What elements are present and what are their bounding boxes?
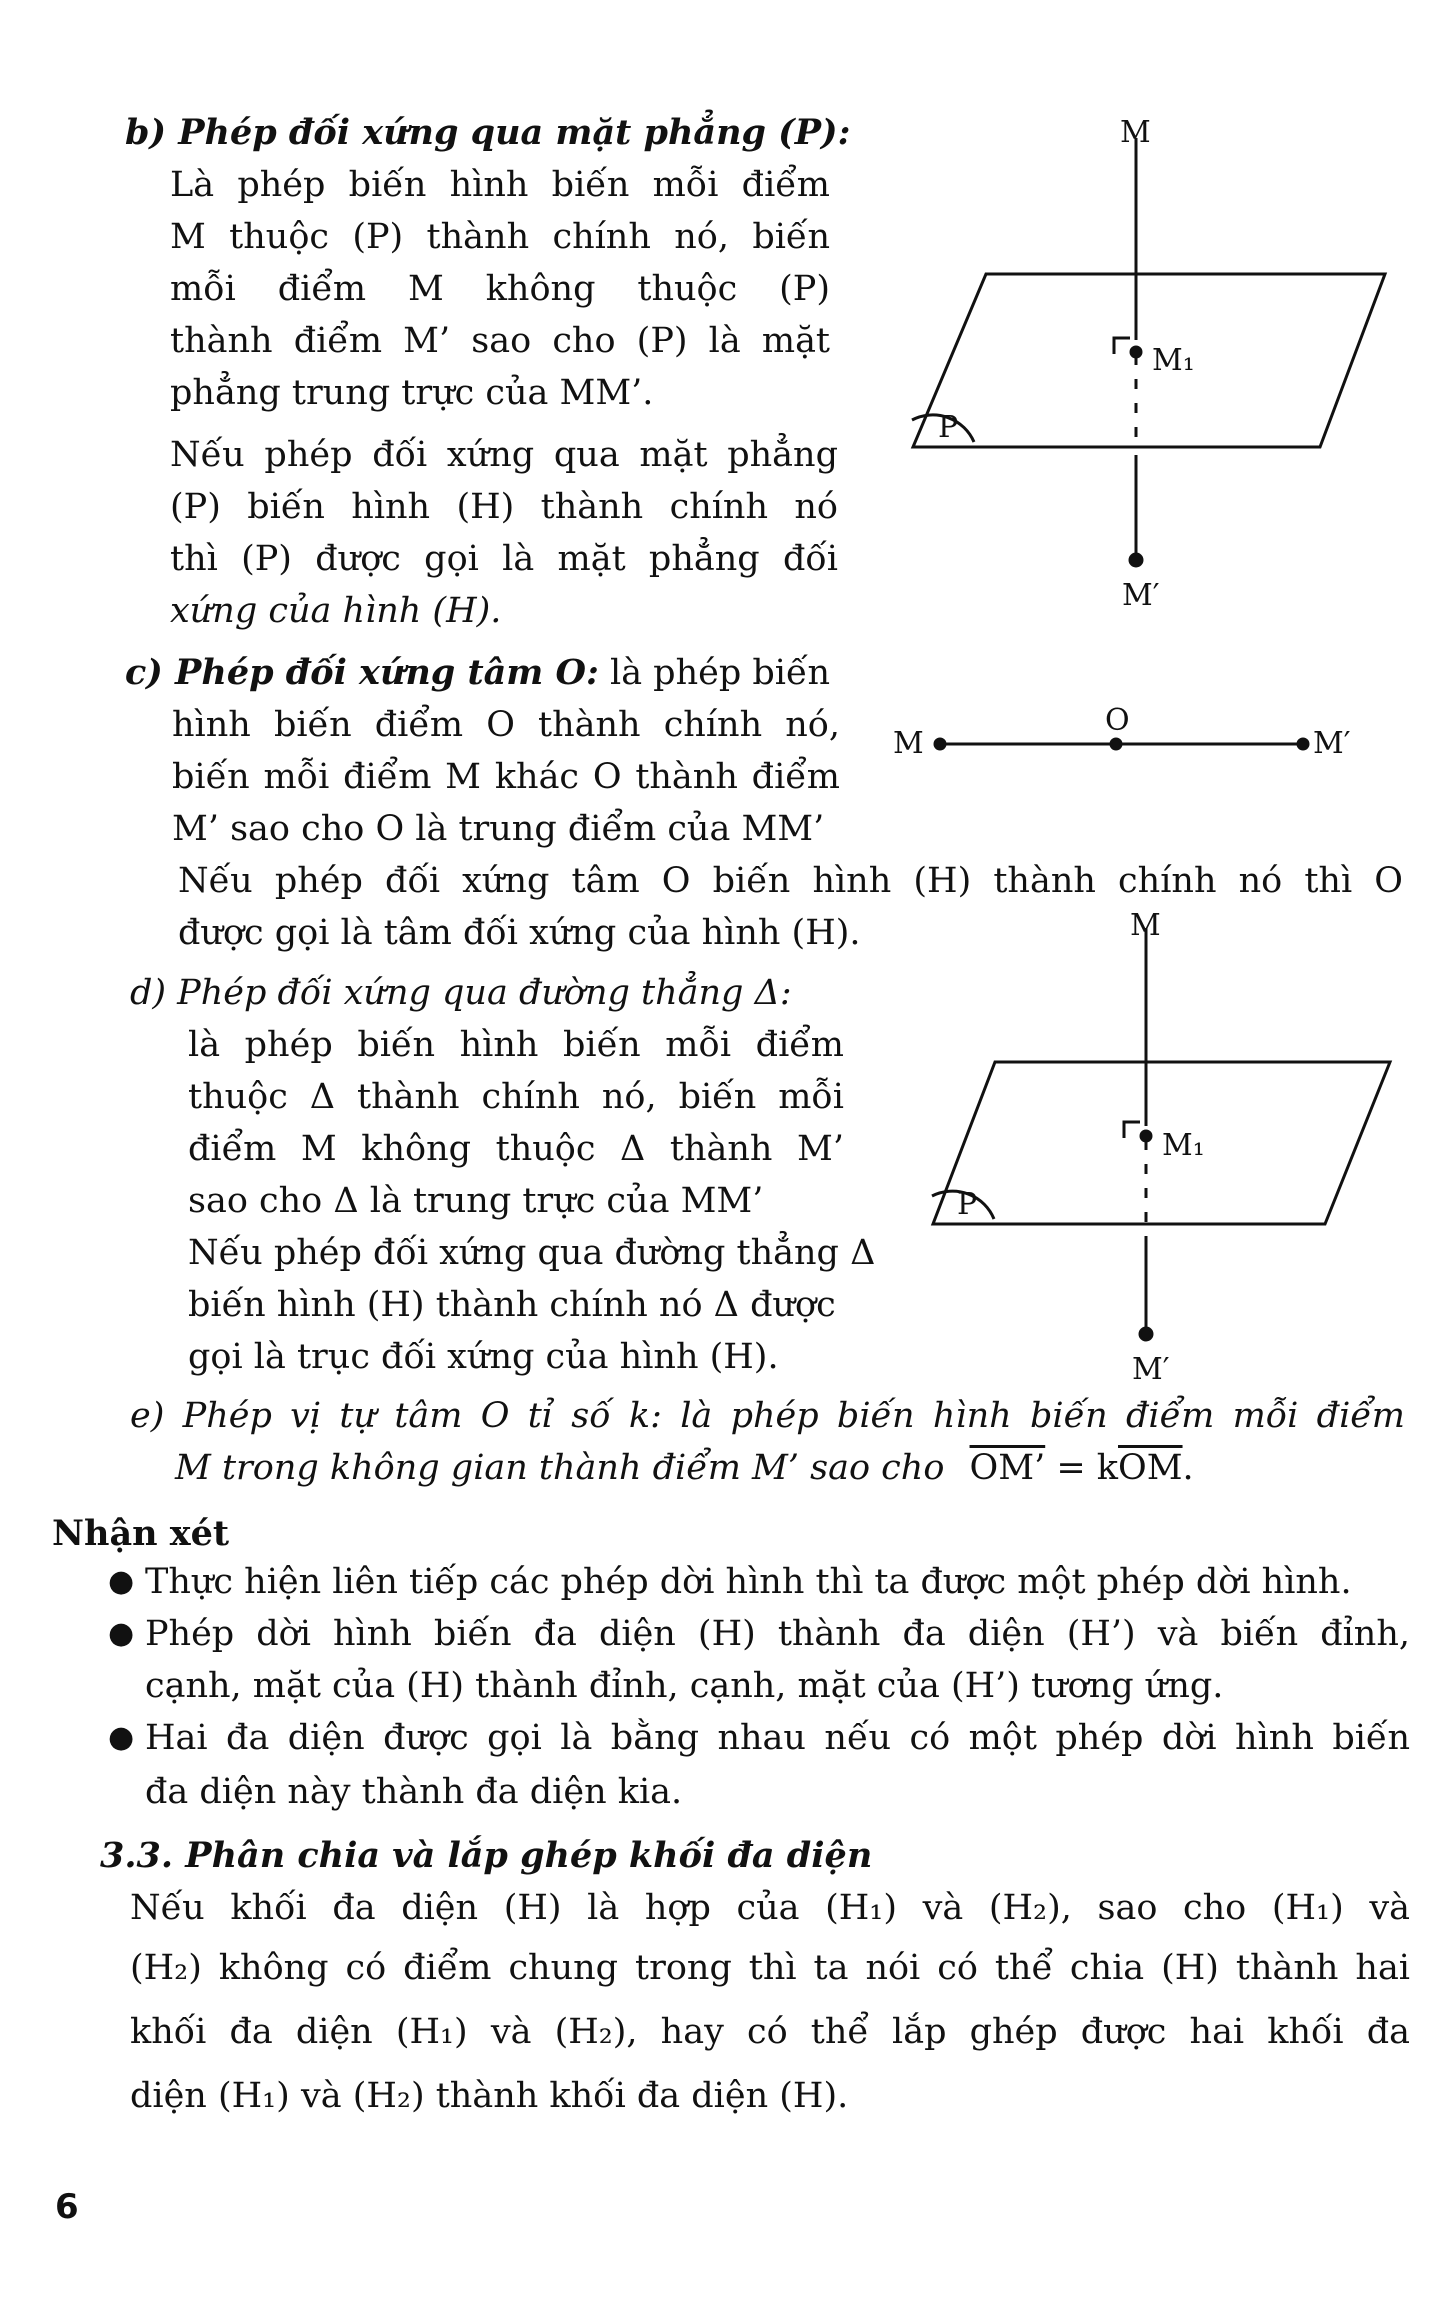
section-b-note-4: xứng của hình (H). [170, 591, 502, 631]
fig1-label-m1: M₁ [1152, 343, 1195, 378]
point-m1 [1131, 347, 1141, 357]
point-m-prime [1130, 554, 1142, 566]
point-m1 [1141, 1131, 1151, 1141]
section-e-line-1: e) Phép vị tự tâm O tỉ số k: là phép biến hình biến điểm mỗi điểm [130, 1396, 1405, 1436]
figure-plane-symmetry [912, 138, 1385, 566]
section-e-text: M trong không gian thành điểm M’ sao cho [175, 1448, 945, 1488]
section-c-line-4: M’ sao cho O là trung điểm của MM’ [172, 809, 825, 849]
section-d-line-3: điểm M không thuộc Δ thành M’ [188, 1129, 844, 1169]
fig2-label-m-prime: M′ [1313, 726, 1351, 761]
section-d-line-7: gọi là trục đối xứng của hình (H). [188, 1337, 779, 1377]
section-d-heading: d) Phép đối xứng qua đường thẳng Δ: [130, 973, 792, 1013]
point-m-prime [1298, 739, 1308, 749]
section-b-heading: b) Phép đối xứng qua mặt phẳng (P): [125, 112, 851, 153]
fig1-label-m-prime: M′ [1122, 578, 1160, 613]
plane-parallelogram [913, 274, 1385, 447]
fig1-label-m: M [1120, 115, 1151, 150]
section-33-line-3: khối đa diện (H₁) và (H₂), hay có thể lắp ghép được hai khối đa [130, 2012, 1410, 2052]
section-c-line-3: biến mỗi điểm M khác O thành điểm [172, 757, 840, 797]
remark-2-line-1: Phép dời hình biến đa diện (H) thành đa diện (H’) và biến đỉnh, [145, 1614, 1410, 1654]
figure-central-symmetry [935, 739, 1308, 749]
section-b-line-5: phẳng trung trực của MM’. [170, 373, 654, 413]
section-c-line-1: là phép biến [610, 653, 831, 693]
point-m [935, 739, 945, 749]
section-33-line-4: diện (H₁) và (H₂) thành khối đa diện (H). [130, 2076, 849, 2116]
right-angle-mark [1124, 1122, 1140, 1138]
point-m-prime [1140, 1328, 1152, 1340]
vector-om: $\overline{OM}$ [1118, 1448, 1183, 1488]
formula-equals: = k [1045, 1448, 1118, 1488]
remarks-title: Nhận xét [52, 1513, 230, 1554]
section-d-line-2: thuộc Δ thành chính nó, biến mỗi [188, 1077, 844, 1117]
section-33-line-2: (H₂) không có điểm chung trong thì ta nói có thể chia (H) thành hai [130, 1948, 1410, 1988]
remark-3-line-1: Hai đa diện được gọi là bằng nhau nếu có một phép dời hình biến [145, 1718, 1410, 1758]
bullet-icon: ● [108, 1720, 135, 1755]
point-o [1111, 739, 1121, 749]
fig3-label-m-prime: M′ [1132, 1352, 1170, 1387]
fig3-label-p: P [957, 1187, 978, 1222]
section-d-line-4: sao cho Δ là trung trực của MM’ [188, 1181, 764, 1221]
fig1-label-p: P [938, 410, 959, 445]
section-d-line-5: Nếu phép đối xứng qua đường thẳng Δ [188, 1233, 876, 1273]
section-b-line-4: thành điểm M’ sao cho (P) là mặt [170, 321, 830, 361]
bullet-icon: ● [108, 1616, 135, 1651]
section-b-line-3: mỗi điểm M không thuộc (P) [170, 269, 830, 309]
remark-1: Thực hiện liên tiếp các phép dời hình thì ta được một phép dời hình. [145, 1562, 1352, 1602]
section-b-note-2: (P) biến hình (H) thành chính nó [170, 487, 838, 527]
remark-3-line-2: đa diện này thành đa diện kia. [145, 1772, 683, 1812]
fig2-label-m: M [893, 726, 924, 761]
section-b-note-1: Nếu phép đối xứng qua mặt phẳng [170, 435, 838, 475]
fig3-label-m: M [1130, 908, 1161, 943]
section-b-note-3: thì (P) được gọi là mặt phẳng đối [170, 539, 838, 579]
vector-om-prime: OM’ [969, 1448, 1046, 1488]
right-angle-mark [1114, 338, 1130, 354]
formula-end: . [1182, 1448, 1194, 1488]
section-d-line-6: biến hình (H) thành chính nó Δ được [188, 1285, 836, 1325]
section-b-line-2: M thuộc (P) thành chính nó, biến [170, 217, 830, 257]
section-33-title: 3.3. Phân chia và lắp ghép khối đa diện [100, 1835, 873, 1876]
remark-2-line-2: cạnh, mặt của (H) thành đỉnh, cạnh, mặt của (H’) tương ứng. [145, 1666, 1224, 1706]
fig2-label-o: O [1105, 703, 1130, 738]
section-c-line-5: Nếu phép đối xứng tâm O biến hình (H) thành chính nó thì O [178, 861, 1403, 901]
section-b-line-1: Là phép biến hình biến mỗi điểm [170, 165, 830, 205]
section-d-line-1: là phép biến hình biến mỗi điểm [188, 1025, 844, 1065]
section-33-line-1: Nếu khối đa diện (H) là hợp của (H₁) và (H₂), sao cho (H₁) và [130, 1888, 1410, 1928]
figure-line-symmetry [932, 928, 1390, 1340]
fig3-label-m1: M₁ [1162, 1128, 1205, 1163]
page-number: 6 [55, 2187, 79, 2227]
section-c-line-6: được gọi là tâm đối xứng của hình (H). [178, 913, 861, 953]
section-c-heading: c) Phép đối xứng tâm O: [125, 652, 599, 693]
bullet-icon: ● [108, 1564, 135, 1599]
section-c-line-2: hình biến điểm O thành chính nó, [172, 705, 840, 745]
